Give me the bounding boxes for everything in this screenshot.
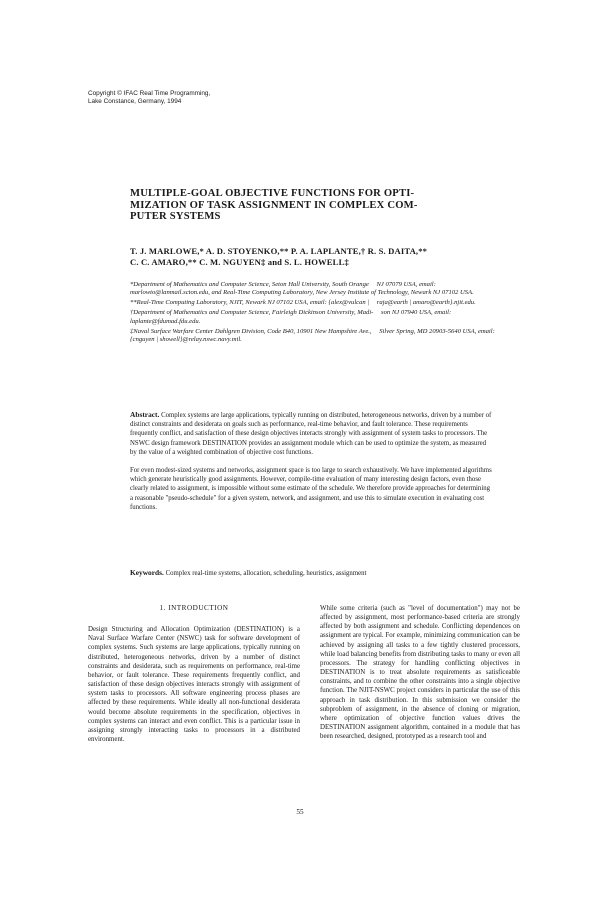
affiliation-fairleigh	[130, 309, 495, 326]
right-column	[320, 604, 520, 741]
copyright-line-1: Copyright © IFAC Real Time Programming,	[88, 90, 211, 97]
abstract-paragraph-1	[130, 410, 492, 457]
affiliation-rest: son NJ 07940 USA, email: laplante@fdumad.fdu.edu.	[130, 309, 452, 325]
affiliation-rest: raja@earth | amaro@earth}.njit.edu.	[376, 299, 476, 307]
authors-line-1: T. J. MARLOWE,* A. D. STOYENKO,** P. A. LAPLANTE,† R. S. DAITA,**	[130, 246, 428, 256]
keywords-text: Complex real-time systems, allocation, scheduling, heuristics, assignment	[165, 570, 367, 577]
abstract-paragraph-2: For even modest-sized systems and networks, assignment space is too large to search exhaustively. We have implemented algorithms which generate heuristically good assignments. However, compile-time evaluation of many interesting design factors, even those clearly related to assignment, is impossible without some estimate of the schedule. We therefore provide approaches for determining a reasonable "pseudo-schedule" for a given system, network, and assignment, and use this to simulate execution in evaluating cost functions.	[130, 467, 492, 511]
keywords-label: Keywords.	[130, 568, 164, 577]
affiliation-first-line: ‡Naval Surface Warfare Center Dahlgren Division, Code B40, 10901 New Hampshire Ave.,	[130, 327, 372, 335]
affiliation-njit	[130, 299, 495, 307]
authors-line-2: C. C. AMARO,** C. M. NGUYEN‡ and S. L. HOWELL‡	[130, 256, 349, 267]
title-line-3: PUTER SYSTEMS	[130, 211, 221, 222]
page-number: 55	[296, 808, 304, 816]
copyright-notice	[88, 90, 210, 106]
intro-left-paragraph: Design Structuring and Allocation Optimization (DESTINATION) is a Naval Surface Warfare Center (NSWC) task for software development of complex systems. Such systems are large applications, typically running on distributed, heterogeneous networks, driven by a number of distinct constraints and desiderata, such as requirements on performance, real-time behavior, or fault tolerance. These requirements frequently conflict, and satisfaction of these design objectives interacts strongly with assignment of system tasks to processors. All software engineering process phases are affected by these requirements. While ideally all non-functional desiderata would become absolute requirements in the specification, objectives in complex systems can interact and even conflict. This is a particular issue in assigning strongly interacting tasks to processors in a distributed environment.	[88, 626, 300, 744]
left-column	[88, 604, 300, 744]
affiliation-nswc	[130, 328, 495, 345]
affiliation-first-line: *Department of Mathematics and Computer Science, Seton Hall University, South Orange	[130, 281, 369, 288]
abstract-label: Abstract.	[130, 410, 160, 419]
copyright-line-2: Lake Constance, Germany, 1994	[88, 98, 182, 105]
affiliation-seton-hall	[130, 281, 495, 298]
section-heading-introduction: 1. INTRODUCTION	[159, 604, 229, 612]
paper-title	[130, 188, 470, 223]
author-list	[130, 246, 490, 267]
keywords	[130, 568, 492, 577]
affiliation-first-line: †Department of Mathematics and Computer Science, Fairleigh Dickinson University, Madi-	[130, 309, 374, 317]
affiliations	[130, 281, 495, 346]
title-line-1: MULTIPLE-GOAL OBJECTIVE FUNCTIONS FOR OPTI-	[130, 188, 415, 199]
affiliation-rest: Silver Spring, MD 20903-5640 USA, email: {cnguyen | showell}@relay.nswc.navy.mil.	[130, 327, 495, 343]
abstract-text-1: Complex systems are large applications, typically running on distributed, heterogeneous networks, driven by a number of distinct constraints and desiderata on goals such as performance, real-time behavior, and fault tolerance. These requirements frequently conflict, and satisfaction of these design objectives interacts strongly with assignment of system tasks to processors. The NSWC design framework DESTINATION provides an assignment module which can be used to optimize the system, as measured by the value of a weighted combination of objective cost functions.	[130, 412, 492, 456]
abstract	[130, 410, 492, 521]
affiliation-rest: NJ 07079 USA, email: marlowto@lanmail.scton.edu, and Real-Time Computing Laboratory, New Jersey Institute of Technology, Newark NJ 07102 USA.	[130, 281, 474, 297]
title-line-2: MIZATION OF TASK ASSIGNMENT IN COMPLEX COM-	[130, 199, 418, 211]
affiliation-first-line: **Real-Time Computing Laboratory, NJIT, Newark NJ 07102 USA, email: {alex@vulcan |	[130, 299, 370, 307]
intro-right-paragraph: While some criteria (such as "level of documentation") may not be affected by assignment, most performance-based criteria are strongly affected by both assignment and schedule. Conflicting dependences on assignment are typical. For example, minimizing communication can be achieved by assigning all tasks to a few tightly clustered processors, while load balancing benefits from distributing tasks to many or even all processors. The strategy for handling conflicting objectives in DESTINATION is to treat absolute requirements as satisficeable constraints, and to combine the other constraints into a single objective function. The NJIT-NSWC project considers in particular the use of this approach in task distribution. In this submission we consider the subproblem of assignment, in the absence of cloning or migration, where optimization of objective function values drives the DESTINATION assignment algorithm, contained in a module that has been researched, designed, prototyped as a research tool and	[320, 605, 520, 741]
